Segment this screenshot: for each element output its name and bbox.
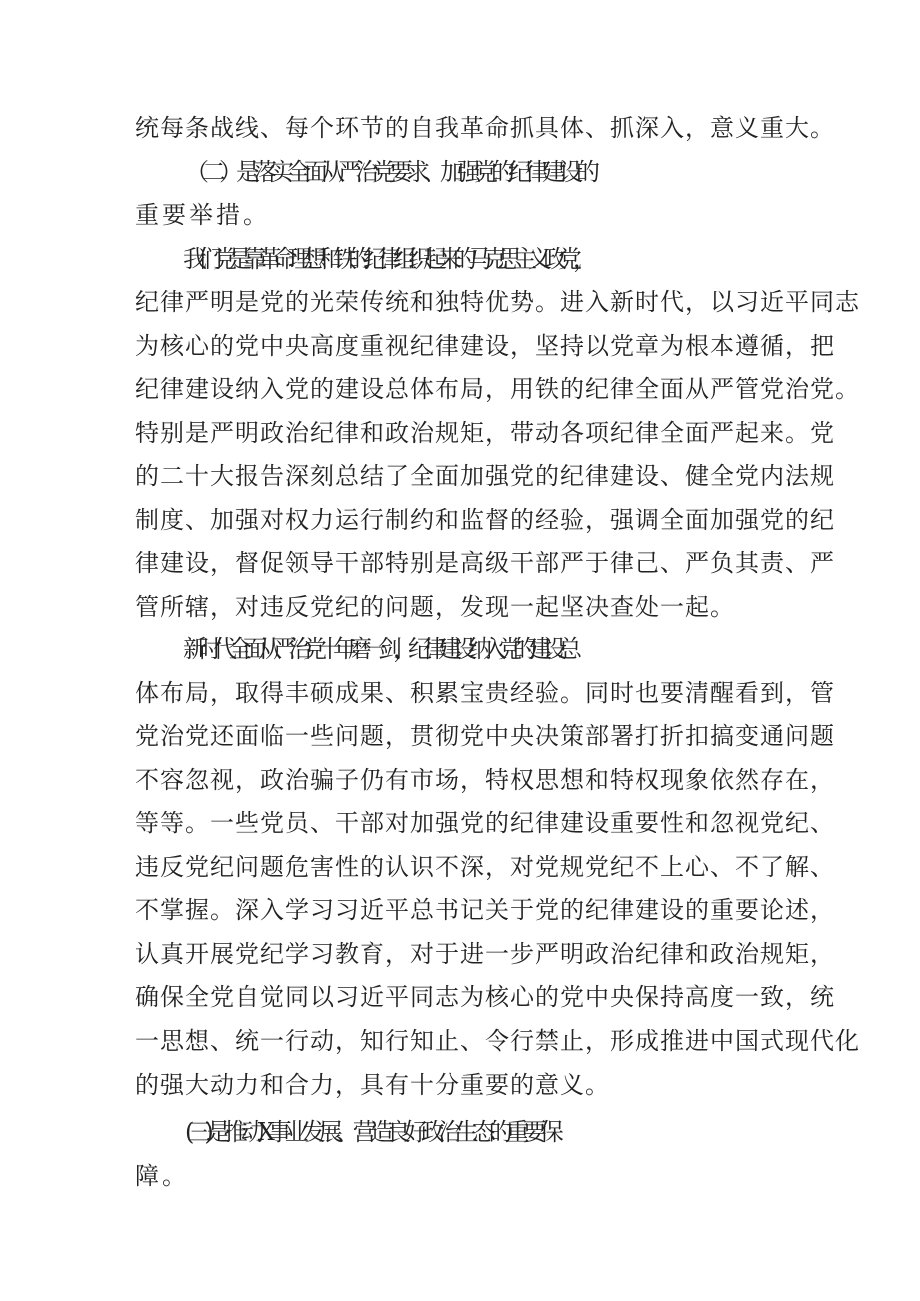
paragraph-1-line-1: 我们党是靠革命理想和铁的纪律组织起来的马克思主义政党， (183, 245, 588, 273)
paragraph-2-line-8: 认真开展党纪学习教育，对于进一步严明政治纪律和政治规矩， (135, 940, 835, 968)
paragraph-2-line-7: 不掌握。深入学习习近平总书记关于党的纪律建设的重要论述， (135, 896, 835, 924)
paragraph-2-line-6: 违反党纪问题危害性的认识不深，对党规党纪不上心、不了解、 (135, 853, 835, 881)
paragraph-1-line-5: 特别是严明政治纪律和政治规矩，带动各项纪律全面严起来。党 (135, 419, 835, 447)
paragraph-1-line-6: 的二十大报告深刻总结了全面加强党的纪律建设、健全党内法规 (135, 462, 835, 490)
paragraph-2-line-2: 体布局，取得丰硕成果、积累宝贵经验。同时也要清醒看到，管 (135, 679, 835, 707)
paragraph-1-line-3: 为核心的党中央高度重视纪律建设，坚持以党章为根本遵循，把 (135, 332, 835, 360)
paragraph-2-line-4: 不容忽视，政治骗子仍有市场，特权思想和特权现象依然存在， (135, 766, 835, 794)
paragraph-1-line-7: 制度、加强对权力运行制约和监督的经验，强调全面加强党的纪 (135, 506, 835, 534)
section-heading-3-line-1: (三)是推动X事业发展、营造良好政治生态的重要保 (185, 1118, 557, 1146)
paragraph-2-line-5: 等等。一些党员、干部对加强党的纪律建设重要性和忽视党纪、 (135, 809, 835, 837)
section-heading-3-line-2: 障。 (135, 1162, 189, 1190)
paragraph-1-line-9: 管所辖，对违反党纪的问题，发现一起坚决查处一起。 (135, 593, 735, 621)
text-line-1: 统每条战线、每个环节的自我革命抓具体、抓深入，意义重大。 (135, 114, 835, 142)
paragraph-2-line-10: 一思想、统一行动，知行知止、令行禁止，形成推进中国式现代化 (135, 1027, 860, 1055)
paragraph-2-line-1: 新时代全面从严治党十年磨一剑，纪律建设纳入党的建设总 (183, 635, 573, 663)
paragraph-1-line-2: 纪律严明是党的光荣传统和独特优势。进入新时代，以习近平同志 (135, 288, 860, 316)
paragraph-2-line-11: 的强大动力和合力，具有十分重要的意义。 (135, 1071, 610, 1099)
paragraph-1-line-4: 纪律建设纳入党的建设总体布局，用铁的纪律全面从严管党治党。 (135, 375, 860, 403)
paragraph-1-line-8: 律建设，督促领导干部特别是高级干部严于律己、严负其责、严 (135, 549, 835, 577)
section-heading-2-line-1: （二）是落实全面从严治党要求、加强党的纪律建设的 (185, 158, 593, 186)
paragraph-2-line-9: 确保全党自觉同以习近平同志为核心的党中央保持高度一致，统 (135, 983, 835, 1011)
paragraph-2-line-3: 党治党还面临一些问题，贯彻党中央决策部署打折扣搞变通问题 (135, 722, 835, 750)
section-heading-2-line-2: 重要举措。 (135, 201, 270, 229)
